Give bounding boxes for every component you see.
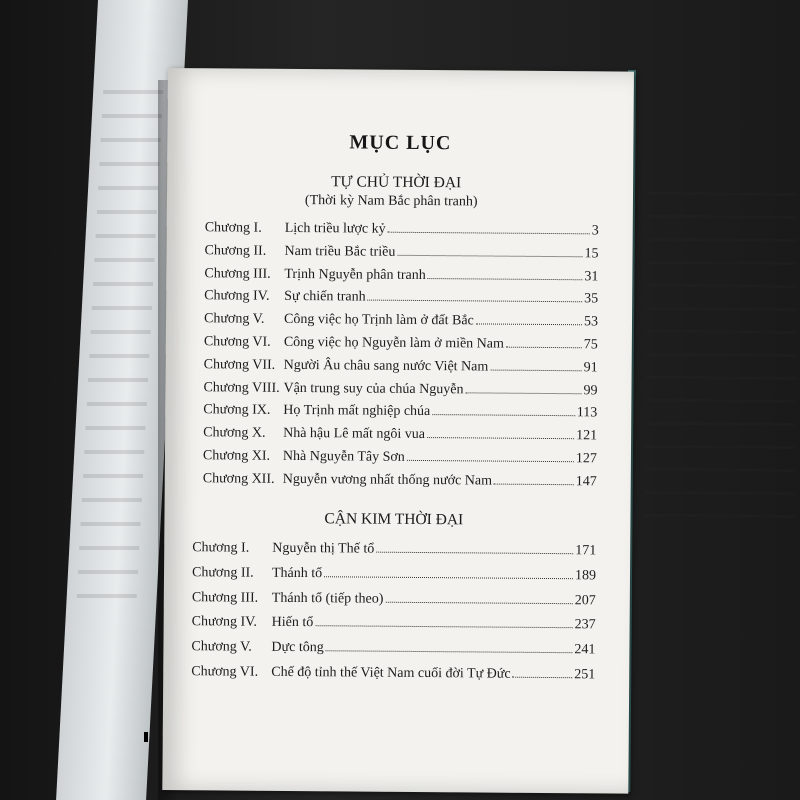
dot-leader: [407, 460, 574, 462]
chapter-number: Chương III.: [191, 589, 259, 606]
toc-row: [191, 639, 595, 658]
dot-leader: [368, 300, 583, 303]
binding-mark: [144, 732, 148, 742]
page-number: 207: [574, 592, 596, 608]
chapter-number: Chương VI.: [203, 334, 271, 350]
chapter-title: Nguyễn thị Thế tổ: [272, 540, 375, 557]
dot-leader: [397, 255, 582, 257]
show-through-text: [644, 192, 797, 523]
toc-row: [205, 220, 599, 239]
chapter-title: Nguyễn vương nhất thống nước Nam: [282, 471, 493, 489]
dot-leader: [376, 552, 573, 555]
chapter-title: Nhà Nguyễn Tây Sơn: [282, 448, 405, 465]
chapter-title: Trịnh Nguyễn phân tranh: [284, 266, 426, 283]
chapter-number: Chương V.: [203, 311, 265, 327]
chapter-title: Lịch triều lược kỷ: [284, 220, 386, 237]
chapter-title: Chế độ tỉnh thế Việt Nam cuối đời Tự Đức: [271, 664, 511, 682]
toc-row: [203, 380, 597, 399]
left-page-faded-text: [76, 90, 163, 610]
toc-row: [192, 540, 596, 559]
chapter-number: Chương XII.: [202, 471, 275, 487]
chapter-title: Thánh tổ: [271, 565, 323, 582]
chapter-title: Họ Trịnh mất nghiệp chúa: [283, 403, 431, 420]
page-number: 147: [575, 474, 597, 490]
dot-leader: [428, 278, 583, 280]
dot-leader: [324, 576, 573, 579]
chapter-title: Vận trung suy của chúa Nguyễn: [283, 380, 464, 397]
dot-leader: [506, 347, 582, 349]
page-number: 189: [574, 568, 597, 584]
page-number: 31: [584, 268, 599, 284]
chapter-number: Chương VII.: [203, 357, 276, 373]
chapter-number: Chương III.: [204, 265, 271, 282]
chapter-number: Chương I.: [204, 220, 262, 236]
toc-row: [203, 403, 597, 422]
toc-row: [204, 289, 598, 308]
table-of-contents: [162, 68, 634, 794]
dot-leader: [315, 626, 572, 629]
dot-leader: [427, 437, 574, 439]
toc-row: [204, 334, 598, 353]
page-number: 113: [576, 405, 598, 421]
page-number: 91: [583, 360, 598, 376]
chapter-title: Nam triều Bắc triều: [284, 243, 396, 260]
toc-row: [203, 425, 597, 444]
dot-leader: [494, 483, 574, 485]
toc-row: [204, 311, 598, 330]
chapter-number: Chương XI.: [202, 448, 271, 464]
dot-leader: [432, 414, 575, 416]
chapter-title: Công việc họ Trịnh làm ở đất Bắc: [283, 312, 474, 329]
page-number: 15: [584, 246, 599, 262]
chapter-title: Hiến tổ: [271, 615, 314, 631]
page-number: 251: [574, 667, 596, 683]
toc-row: [192, 615, 596, 634]
chapter-number: Chương II.: [191, 565, 254, 581]
toc-row: [192, 590, 596, 609]
dot-leader: [476, 324, 582, 326]
chapter-title: Dực tông: [271, 640, 324, 656]
section-subheading: (Thời kỳ Nam Bắc phân tranh): [304, 193, 478, 210]
chapter-number: Chương VI.: [191, 664, 259, 680]
chapter-title: Người Âu châu sang nước Việt Nam: [283, 357, 489, 375]
page-number: 3: [591, 223, 599, 239]
dot-leader: [490, 369, 581, 371]
dot-leader: [326, 650, 573, 653]
page-title: MỤC LỤC: [349, 131, 452, 155]
page-number: 99: [583, 382, 598, 398]
chapter-title: Sự chiến tranh: [284, 289, 366, 305]
chapter-number: Chương V.: [191, 639, 252, 655]
page-number: 237: [574, 617, 596, 633]
dot-leader: [513, 677, 573, 678]
dot-leader: [465, 392, 581, 394]
section-heading: CẬN KIM THỜI ĐẠI: [324, 510, 464, 529]
page-number: 53: [583, 314, 599, 330]
page-number: 75: [583, 337, 598, 353]
dot-leader: [388, 232, 590, 235]
toc-row: [203, 448, 597, 467]
chapter-number: Chương VIII.: [203, 379, 280, 396]
dot-leader: [385, 601, 572, 603]
chapter-number: Chương II.: [204, 243, 267, 259]
toc-row: [204, 357, 598, 376]
toc-row: [205, 243, 599, 262]
page-number: 35: [584, 291, 599, 307]
chapter-title: Công việc họ Nguyễn làm ở miền Nam: [283, 334, 504, 352]
page-number: 171: [575, 543, 597, 559]
toc-row: [192, 565, 596, 584]
page-number: 127: [575, 451, 598, 467]
toc-row: [191, 664, 595, 683]
chapter-number: Chương X.: [203, 425, 266, 441]
chapter-number: Chương IX.: [203, 402, 271, 419]
page-number: 241: [574, 642, 596, 658]
chapter-number: Chương I.: [192, 540, 250, 556]
chapter-number: Chương IV.: [191, 614, 258, 631]
contents-page: [162, 68, 634, 794]
section-heading: TỰ CHỦ THỜI ĐẠI: [331, 173, 462, 192]
toc-row: [204, 266, 598, 285]
chapter-number: Chương IV.: [204, 288, 270, 305]
toc-row: [203, 471, 597, 490]
page-number: 121: [576, 428, 598, 444]
chapter-title: Nhà hậu Lê mất ngôi vua: [283, 426, 426, 443]
chapter-title: Thánh tổ (tiếp theo): [271, 590, 384, 607]
